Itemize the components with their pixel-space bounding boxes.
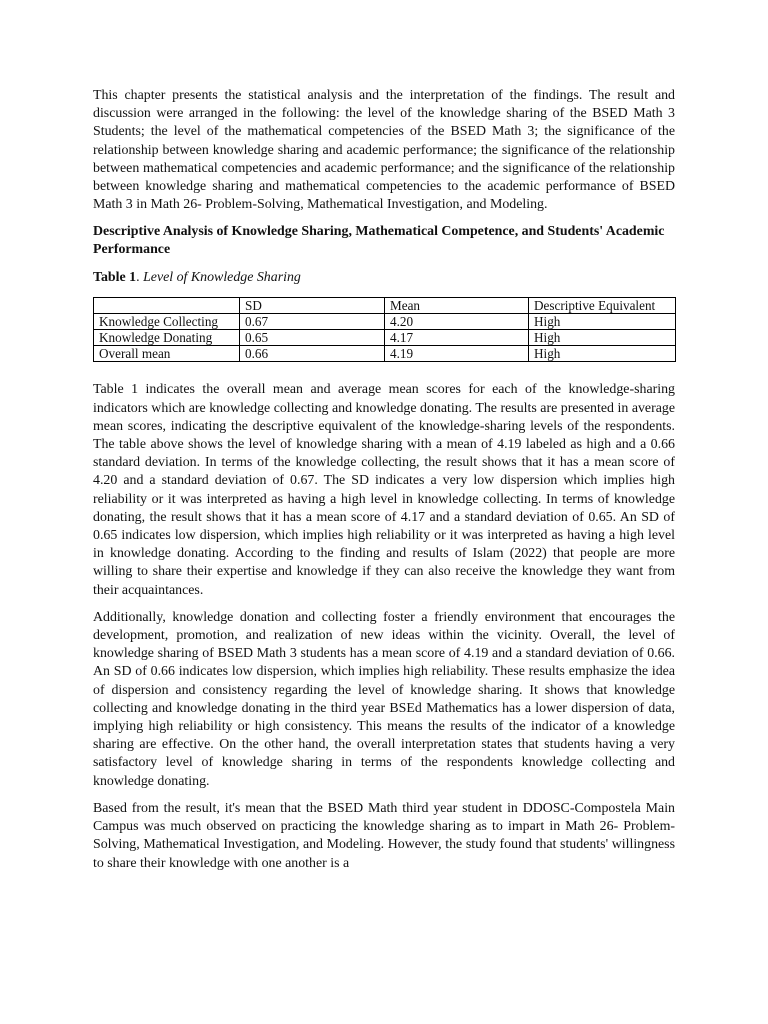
table-cell: High	[529, 346, 676, 362]
table-caption-label: Table 1	[93, 270, 137, 286]
knowledge-sharing-table	[93, 297, 676, 362]
table-header-cell: SD	[240, 298, 385, 314]
document-page	[93, 87, 675, 882]
table-cell: High	[529, 330, 676, 346]
paragraph-conclusion: Based from the result, it's mean that the BSED Math third year student in DDOSC-Compostela Main Campus was much observed on practicing the knowledge sharing as to impart in Math 26- Problem-Solving, Mathematical Investigation, and Modeling. However, the study found that students' willingness to share their knowledge with one another is a	[93, 800, 675, 871]
table-header-row	[94, 298, 676, 314]
intro-paragraph: This chapter presents the statistical analysis and the interpretation of the findings. The result and discussion were arranged in the following: the level of the knowledge sharing of the BSED Math 3 Students; the level of the mathematical competencies of the BSED Math 3; the significance of the relationship between knowledge sharing and academic performance; the significance of the relationship between mathematical competencies and academic performance; and the significance of the relationship between knowledge sharing and mathematical competencies to the academic performance of BSED Math 3 in Math 26- Problem-Solving, Mathematical Investigation, and Modeling.	[93, 88, 675, 213]
table-caption	[93, 269, 675, 287]
table-header-cell: Mean	[385, 298, 529, 314]
table-cell: 0.65	[240, 330, 385, 346]
table-row	[94, 346, 676, 362]
table-cell: 4.17	[385, 330, 529, 346]
table-header-cell	[94, 298, 240, 314]
table-cell: Overall mean	[94, 346, 240, 362]
table-cell: 0.66	[240, 346, 385, 362]
table-cell: Knowledge Donating	[94, 330, 240, 346]
table-header-cell: Descriptive Equivalent	[529, 298, 676, 314]
table-cell: 4.19	[385, 346, 529, 362]
table-cell: High	[529, 314, 676, 330]
table-row	[94, 314, 676, 330]
table-caption-separator: .	[136, 270, 144, 286]
table-cell: Knowledge Collecting	[94, 314, 240, 330]
table-cell: 4.20	[385, 314, 529, 330]
section-heading: Descriptive Analysis of Knowledge Sharing, Mathematical Competence, and Students' Academic Performance	[93, 224, 665, 258]
paragraph-additional-discussion: Additionally, knowledge donation and collecting foster a friendly environment that encourages the development, promotion, and realization of new ideas within the vicinity. Overall, the level of knowledge sharing of BSED Math 3 students has a mean score of 4.19 and a standard deviation of 0.66. An SD of 0.66 indicates low dispersion, which implies high reliability. These results emphasize the idea of dispersion and consistency regarding the level of knowledge sharing. It shows that knowledge collecting and knowledge donating in the third year BSEd Mathematics has a lower dispersion of data, implying high reliability or high consistency. This means the results of the indicator of a knowledge sharing are effective. On the other hand, the overall interpretation states that students having a very satisfactory level of knowledge sharing in terms of the respondents knowledge collecting and knowledge donating.	[93, 609, 675, 789]
paragraph-table-interpretation: Table 1 indicates the overall mean and average mean scores for each of the knowledge-sharing indicators which are knowledge collecting and knowledge donating. The results are presented in average mean scores, indicating the descriptive equivalent of the knowledge-sharing levels of the respondents. The table above shows the level of knowledge sharing with a mean of 4.19 labeled as high and a 0.66 standard deviation. In terms of the knowledge collecting, the result shows that it has a mean score of 4.20 and a standard deviation of 0.67. The SD indicates a very low dispersion which implies high reliability or it was interpreted as having a high level in knowledge collecting. In terms of knowledge donating, the result shows that it has a mean score of 4.17 and a standard deviation of 0.65. An SD of 0.65 indicates low dispersion, which implies high reliability or it was interpreted as having a high level in knowledge donating. According to the finding and results of Islam (2022) that people are more willing to share their expertise and knowledge if they can also receive the knowledge they want from their acquaintances.	[93, 382, 675, 598]
table-cell: 0.67	[240, 314, 385, 330]
table-caption-title: Level of Knowledge Sharing	[143, 270, 301, 286]
table-row	[94, 330, 676, 346]
